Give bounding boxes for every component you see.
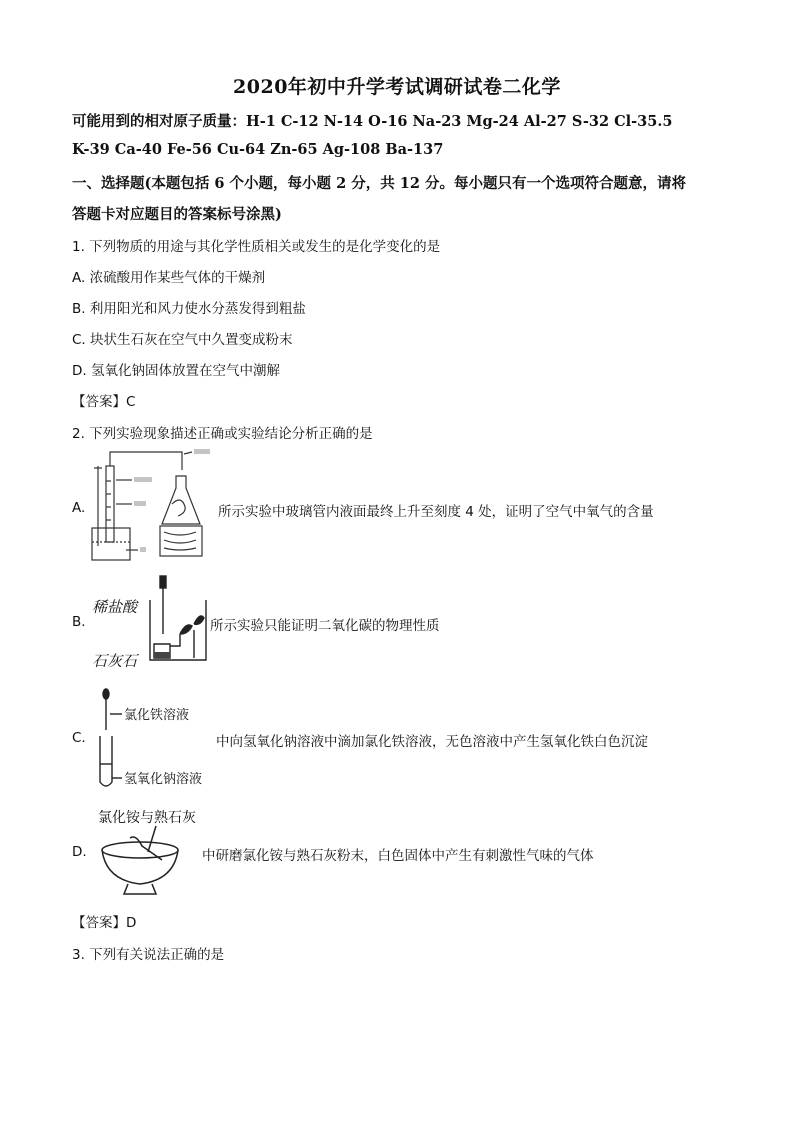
question-2-answer <box>72 911 136 931</box>
co2-property-apparatus-figure <box>90 574 208 670</box>
page-title: 2020年初中升学考试调研试卷二化学 <box>233 76 561 98</box>
question-2-option-b-letter: B. <box>72 614 86 630</box>
answer-value: C <box>126 394 136 410</box>
answer-tag: 【答案】 <box>72 394 126 410</box>
question-1-answer <box>72 390 135 410</box>
question-2-option-a-letter: A. <box>72 500 86 516</box>
question-1-option-b: B. 利用阳光和风力使水分蒸发得到粗盐 <box>72 301 306 317</box>
atomic-mass-line-2: K-39 Ca-40 Fe-56 Cu-64 Zn-65 Ag-108 Ba-137 <box>72 141 444 158</box>
fecl3-naoh-apparatus-figure <box>94 686 224 790</box>
answer-value: D <box>126 915 137 931</box>
question-2-option-d-letter: D. <box>72 844 87 860</box>
answer-tag: 【答案】 <box>72 915 126 931</box>
label-ferric-chloride: 氯化铁溶液 <box>124 708 190 723</box>
question-1-option-d: D. 氢氧化钠固体放置在空气中潮解 <box>72 363 280 379</box>
section-heading-line-2: 答题卡对应题目的答案标号涂黑) <box>72 206 282 223</box>
question-1-option-a: A. 浓硫酸用作某些气体的干燥剂 <box>72 270 266 286</box>
question-2-option-a-text: 所示实验中玻璃管内液面最终上升至刻度 4 处，证明了空气中氧气的含量 <box>218 504 654 520</box>
question-1-option-c: C. 块状生石灰在空气中久置变成粉末 <box>72 332 293 348</box>
question-3-stem: 3. 下列有关说法正确的是 <box>72 947 225 963</box>
section-heading-line-1: 一、选择题(本题包括 6 个小题，每小题 2 分，共 12 分。每小题只有一个选项符合题意，请将 <box>72 175 687 192</box>
oxygen-content-apparatus-figure <box>88 446 213 564</box>
mortar-and-pestle-figure <box>96 806 206 898</box>
question-2-option-b-text: 所示实验只能证明二氧化碳的物理性质 <box>210 618 440 634</box>
question-2-option-c-text: 中向氢氧化钠溶液中滴加氯化铁溶液，无色溶液中产生氢氧化铁白色沉淀 <box>216 734 648 750</box>
atomic-mass-line-1: 可能用到的相对原子质量：H-1 C-12 N-14 O-16 Na-23 Mg-24 Al-27 S-32 Cl-35.5 <box>72 113 673 130</box>
question-2-option-c-letter: C. <box>72 730 86 746</box>
label-ammonium-chloride-lime: 氯化铵与熟石灰 <box>98 810 196 826</box>
label-dilute-hcl: 稀盐酸 <box>92 598 138 616</box>
question-2-option-d-text: 中研磨氯化铵与熟石灰粉末，白色固体中产生有刺激性气味的气体 <box>202 848 594 864</box>
question-2-stem: 2. 下列实验现象描述正确或实验结论分析正确的是 <box>72 426 373 442</box>
label-sodium-hydroxide: 氢氧化钠溶液 <box>124 772 203 787</box>
question-1-stem: 1. 下列物质的用途与其化学性质相关或发生的是化学变化的是 <box>72 239 441 255</box>
label-limestone: 石灰石 <box>92 652 138 670</box>
